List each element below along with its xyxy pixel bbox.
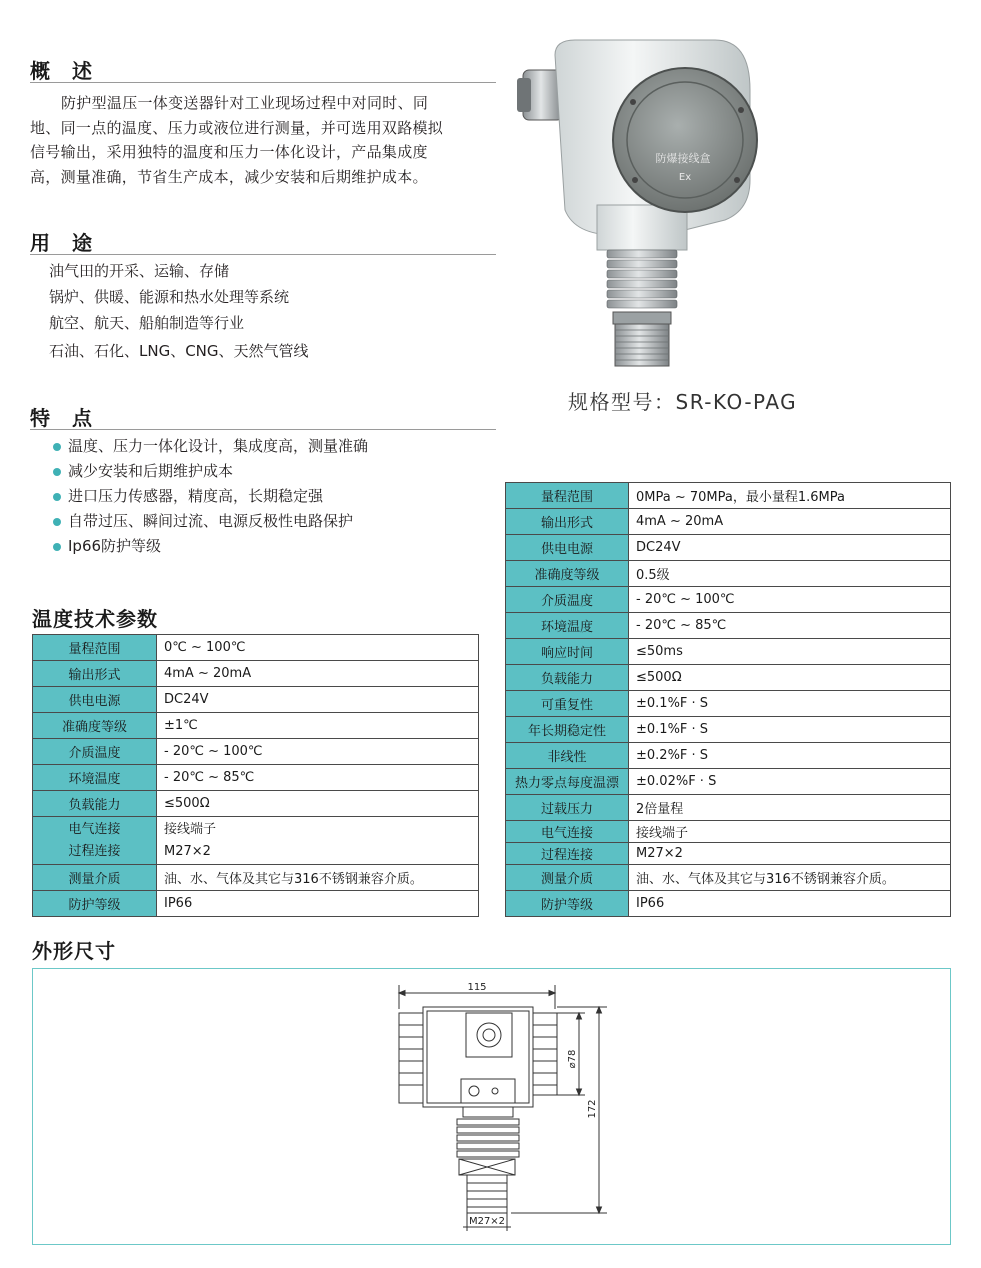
spec-value: ≤500Ω xyxy=(157,791,479,817)
features-rule xyxy=(30,429,496,430)
table-row xyxy=(506,821,951,843)
spec-value: - 20℃ ~ 85℃ xyxy=(629,613,951,639)
spec-value: - 20℃ ~ 85℃ xyxy=(157,765,479,791)
table-row xyxy=(506,613,951,639)
table-row xyxy=(506,561,951,587)
spec-key: 响应时间 xyxy=(506,639,629,665)
features-list xyxy=(53,434,368,559)
table-row xyxy=(33,765,479,791)
temp-spec-title: 温度技术参数 xyxy=(32,607,158,631)
table-row xyxy=(33,865,479,891)
spec-key: 负载能力 xyxy=(33,791,157,817)
usage-title: 用 途 xyxy=(30,231,93,255)
spec-key: 准确度等级 xyxy=(33,713,157,739)
spec-value: - 20℃ ~ 100℃ xyxy=(157,739,479,765)
bullet-icon xyxy=(53,468,61,476)
spec-key: 可重复性 xyxy=(506,691,629,717)
feature-item: 温度、压力一体化设计，集成度高，测量准确 xyxy=(53,434,368,459)
table-row xyxy=(506,691,951,717)
table-row xyxy=(506,743,951,769)
table-row xyxy=(506,535,951,561)
usage-item: 锅炉、供暖、能源和热水处理等系统 xyxy=(49,288,290,306)
spec-value: DC24V xyxy=(157,687,479,713)
table-row xyxy=(33,891,479,917)
width-dimension-label: 115 xyxy=(467,982,487,993)
spec-value: - 20℃ ~ 100℃ xyxy=(629,587,951,613)
spec-key: 非线性 xyxy=(506,743,629,769)
spec-value: 0MPa ~ 70MPa，最小量程1.6MPa xyxy=(629,483,951,509)
feature-item: Ip66防护等级 xyxy=(53,534,368,559)
usage-item: 航空、航天、船舶制造等行业 xyxy=(49,314,245,332)
thread-dimension-label: M27×2 xyxy=(468,1216,506,1227)
spec-value: DC24V xyxy=(629,535,951,561)
spec-value: 0℃ ~ 100℃ xyxy=(157,635,479,661)
spec-value: ±0.02%F · S xyxy=(629,769,951,795)
overview-line: 高，测量准确，节省生产成本，减少安装和后期维护成本。 xyxy=(30,167,428,186)
spec-value: 油、水、气体及其它与316不锈钢兼容介质。 xyxy=(629,865,951,891)
spec-key: 负载能力 xyxy=(506,665,629,691)
table-row xyxy=(33,635,479,661)
spec-key: 防护等级 xyxy=(506,891,629,917)
spec-value: 4mA ~ 20mA xyxy=(157,661,479,687)
spec-key: 供电电源 xyxy=(33,687,157,713)
spec-key: 环境温度 xyxy=(33,765,157,791)
spec-key: 准确度等级 xyxy=(506,561,629,587)
spec-value: 接线端子 xyxy=(629,821,951,843)
usage-item: 油气田的开采、运输、存储 xyxy=(49,262,230,280)
table-row xyxy=(506,509,951,535)
bullet-icon xyxy=(53,443,61,451)
spec-key: 环境温度 xyxy=(506,613,629,639)
spec-key: 年长期稳定性 xyxy=(506,717,629,743)
table-row xyxy=(33,713,479,739)
table-row xyxy=(506,843,951,865)
spec-key: 测量介质 xyxy=(33,865,157,891)
usage-rule xyxy=(30,254,496,255)
spec-value: M27×2 xyxy=(629,843,951,865)
spec-value: ≤500Ω xyxy=(629,665,951,691)
spec-key: 量程范围 xyxy=(33,635,157,661)
table-row xyxy=(506,639,951,665)
product-photo xyxy=(515,30,775,375)
table-row xyxy=(33,687,479,713)
spec-value: 0.5级 xyxy=(629,561,951,587)
model-label: 规格型号：SR-KO-PAG xyxy=(568,390,798,414)
spec-key: 过程连接 xyxy=(506,843,629,865)
spec-value: 接线端子 M27×2 xyxy=(157,817,479,865)
table-row xyxy=(33,739,479,765)
spec-value: ±1℃ xyxy=(157,713,479,739)
table-row xyxy=(506,665,951,691)
features-title: 特 点 xyxy=(30,406,93,430)
table-row xyxy=(506,769,951,795)
overview-title: 概 述 xyxy=(30,59,93,83)
height-dimension-label: 172 xyxy=(587,1099,598,1119)
spec-value: 2倍量程 xyxy=(629,795,951,821)
ex-mark: Ex xyxy=(678,172,692,183)
cover-text: 防爆接线盒 xyxy=(655,152,711,165)
table-row xyxy=(33,791,479,817)
spec-value: ≤50ms xyxy=(629,639,951,665)
spec-key: 量程范围 xyxy=(506,483,629,509)
spec-value: IP66 xyxy=(629,891,951,917)
table-row xyxy=(506,717,951,743)
spec-key: 热力零点每度温漂 xyxy=(506,769,629,795)
dimensions-title: 外形尺寸 xyxy=(32,939,116,963)
diameter-dimension-label: ⌀78 xyxy=(567,1049,578,1069)
spec-key: 供电电源 xyxy=(506,535,629,561)
table-row xyxy=(33,817,479,865)
spec-key: 防护等级 xyxy=(33,891,157,917)
spec-key: 输出形式 xyxy=(506,509,629,535)
feature-item: 进口压力传感器，精度高，长期稳定强 xyxy=(53,484,368,509)
usage-list xyxy=(49,258,309,364)
overview-rule xyxy=(30,82,496,83)
bullet-icon xyxy=(53,493,61,501)
dimension-drawing-frame xyxy=(32,968,951,1245)
feature-item: 自带过压、瞬间过流、电源反极性电路保护 xyxy=(53,509,368,534)
table-row xyxy=(506,891,951,917)
feature-item: 减少安装和后期维护成本 xyxy=(53,459,368,484)
spec-key: 测量介质 xyxy=(506,865,629,891)
table-row xyxy=(506,865,951,891)
pressure-spec-table xyxy=(505,482,951,917)
spec-value: IP66 xyxy=(157,891,479,917)
spec-value: ±0.2%F · S xyxy=(629,743,951,769)
usage-item: 石油、石化、LNG、CNG、天然气管线 xyxy=(49,342,309,360)
spec-value: 油、水、气体及其它与316不锈钢兼容介质。 xyxy=(157,865,479,891)
temp-spec-table xyxy=(32,634,479,917)
spec-key: 电气连接 xyxy=(506,821,629,843)
dimension-drawing xyxy=(33,969,950,1244)
spec-key: 过载压力 xyxy=(506,795,629,821)
overview-line: 信号输出，采用独特的温度和压力一体化设计，产品集成度 xyxy=(30,143,428,161)
spec-value: 4mA ~ 20mA xyxy=(629,509,951,535)
spec-key: 介质温度 xyxy=(506,587,629,613)
table-row xyxy=(506,483,951,509)
spec-key: 电气连接 过程连接 xyxy=(33,817,157,865)
table-row xyxy=(506,587,951,613)
spec-value: ±0.1%F · S xyxy=(629,691,951,717)
spec-key: 介质温度 xyxy=(33,739,157,765)
bullet-icon xyxy=(53,543,61,551)
spec-key: 输出形式 xyxy=(33,661,157,687)
table-row xyxy=(506,795,951,821)
overview-line: 地、同一点的温度、压力或液位进行测量，并可选用双路模拟 xyxy=(30,118,444,137)
overview-paragraph xyxy=(30,91,500,189)
spec-value: ±0.1%F · S xyxy=(629,717,951,743)
table-row xyxy=(33,661,479,687)
bullet-icon xyxy=(53,518,61,526)
overview-line: 防护型温压一体变送器针对工业现场过程中对同时、同 xyxy=(61,94,429,112)
